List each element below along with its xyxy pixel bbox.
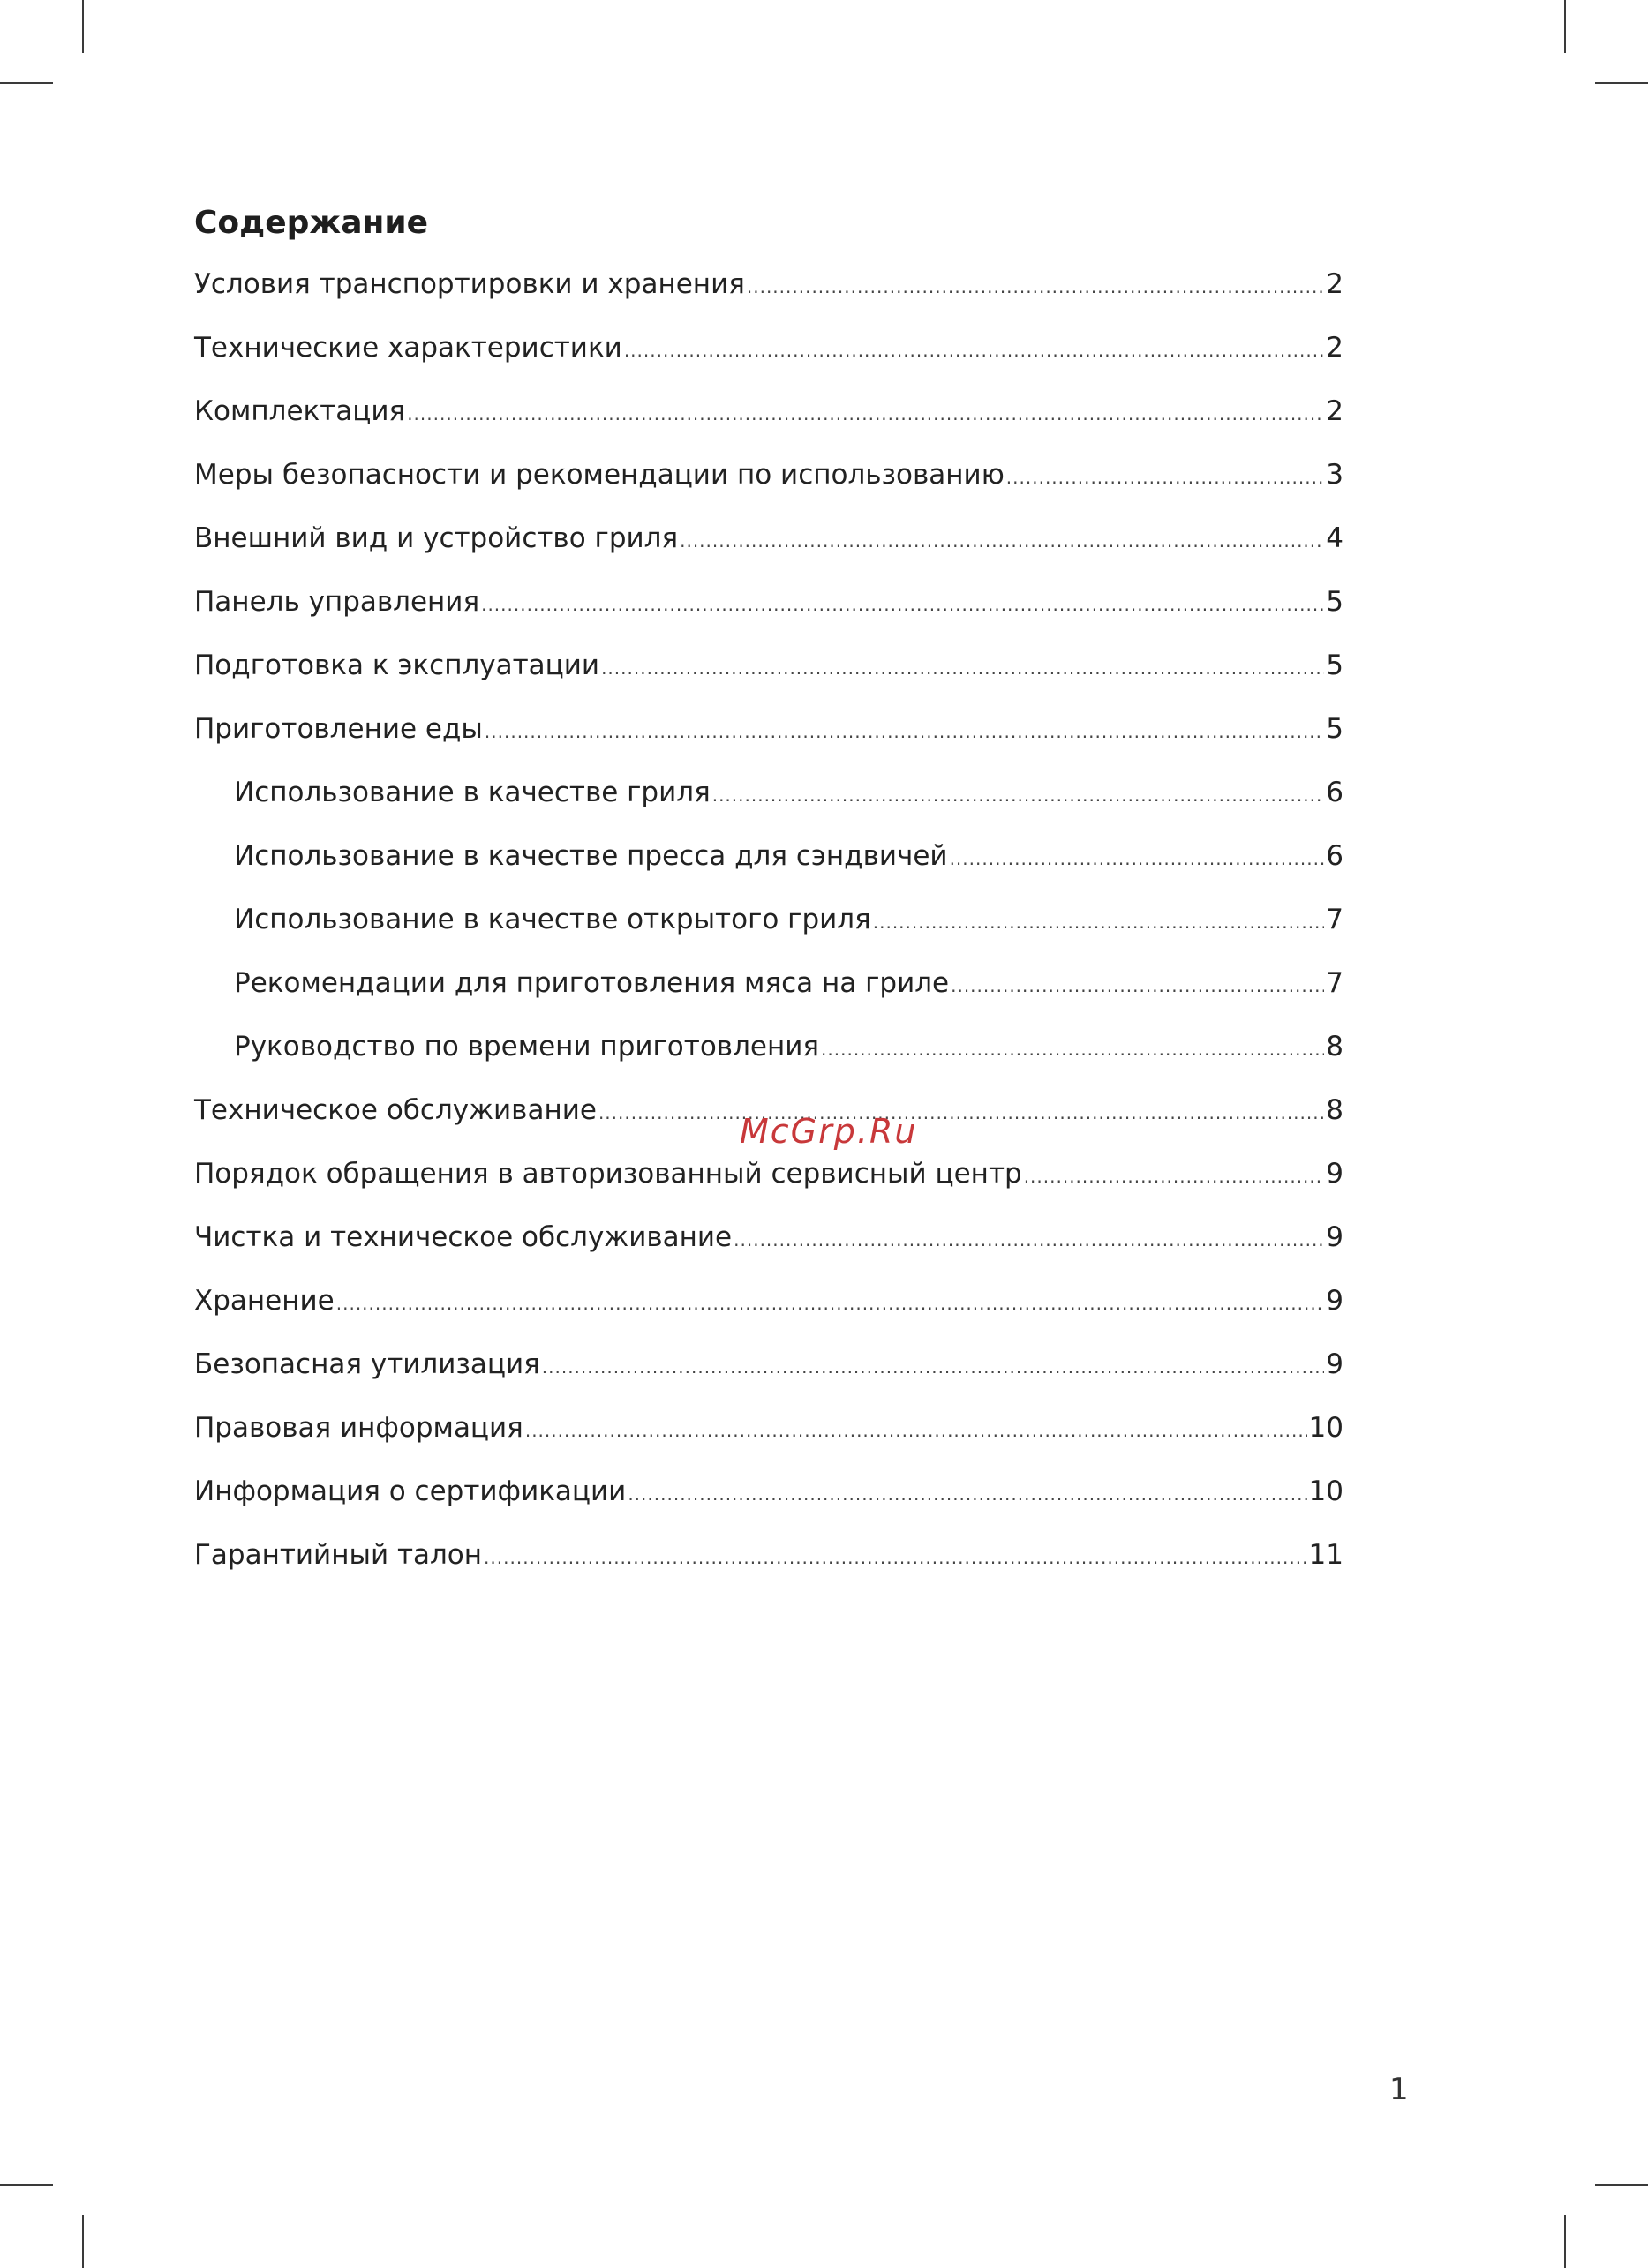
toc-entry-label: Использование в качестве гриля <box>234 777 711 808</box>
toc-entry-page-number: 5 <box>1326 713 1343 745</box>
toc-entry[interactable] <box>194 711 1343 775</box>
toc-heading: Содержание <box>194 205 429 241</box>
table-of-contents <box>194 201 1343 1601</box>
toc-entry-label: Использование в качестве открытого гриля <box>234 904 871 935</box>
toc-entry[interactable] <box>194 1410 1343 1474</box>
toc-entry-label: Внешний вид и устройство гриля <box>194 522 679 554</box>
crop-mark-top-right-vertical <box>1564 0 1566 53</box>
toc-entry-label: Условия транспортировки и хранения <box>194 268 745 300</box>
toc-list <box>194 267 1343 1601</box>
toc-entry-page-number: 7 <box>1326 967 1343 999</box>
toc-entry-page-number: 2 <box>1326 268 1343 300</box>
page-number: 1 <box>1389 2072 1409 2107</box>
dot-leader <box>873 905 1325 940</box>
toc-entry-label: Подготовка к эксплуатации <box>194 650 600 681</box>
toc-entry[interactable] <box>194 267 1343 330</box>
toc-entry[interactable] <box>194 1537 1343 1601</box>
toc-subentry[interactable] <box>194 838 1343 902</box>
dot-leader <box>1006 460 1324 495</box>
dot-leader <box>950 841 1325 876</box>
toc-entry-label: Руководство по времени приготовления <box>234 1031 820 1063</box>
crop-mark-top-right-horizontal <box>1595 82 1648 84</box>
dot-leader <box>542 1349 1325 1385</box>
toc-entry-page-number: 9 <box>1326 1285 1343 1317</box>
dot-leader <box>624 333 1324 368</box>
dot-leader <box>525 1413 1307 1448</box>
toc-entry-label: Комплектация <box>194 395 406 427</box>
toc-entry-page-number: 5 <box>1326 650 1343 681</box>
toc-entry[interactable] <box>194 648 1343 711</box>
toc-entry-page-number: 7 <box>1326 904 1343 935</box>
toc-entry-label: Рекомендации для приготовления мяса на гриле <box>234 967 950 999</box>
dot-leader <box>1024 1159 1325 1194</box>
dot-leader <box>481 587 1324 622</box>
crop-mark-bottom-left-vertical <box>82 2215 84 2268</box>
crop-mark-top-left-vertical <box>82 0 84 53</box>
toc-entry[interactable] <box>194 1283 1343 1347</box>
dot-leader <box>484 1540 1307 1575</box>
toc-entry[interactable] <box>194 1347 1343 1410</box>
toc-entry-page-number: 10 <box>1308 1476 1343 1507</box>
crop-mark-bottom-right-horizontal <box>1595 2184 1648 2186</box>
crop-mark-top-left-horizontal <box>0 82 53 84</box>
toc-entry[interactable] <box>194 394 1343 457</box>
dot-leader <box>336 1286 1325 1321</box>
dot-leader <box>598 1095 1324 1130</box>
toc-entry-page-number: 6 <box>1326 840 1343 872</box>
toc-entry-label: Чистка и техническое обслуживание <box>194 1221 733 1253</box>
toc-entry[interactable] <box>194 330 1343 394</box>
toc-entry-page-number: 9 <box>1326 1158 1343 1190</box>
toc-entry-label: Приготовление еды <box>194 713 483 745</box>
dot-leader <box>601 650 1324 686</box>
dot-leader <box>407 396 1324 432</box>
toc-entry-page-number: 10 <box>1308 1412 1343 1444</box>
crop-mark-bottom-right-vertical <box>1564 2215 1566 2268</box>
toc-entry-label: Технические характеристики <box>194 332 622 364</box>
toc-entry-label: Меры безопасности и рекомендации по использованию <box>194 459 1005 491</box>
toc-entry-label: Панель управления <box>194 586 480 618</box>
dot-leader <box>712 777 1325 813</box>
toc-entry-page-number: 11 <box>1308 1539 1343 1571</box>
toc-entry-label: Хранение <box>194 1285 335 1317</box>
toc-entry-page-number: 3 <box>1326 459 1343 491</box>
toc-subentry[interactable] <box>194 965 1343 1029</box>
dot-leader <box>485 714 1324 749</box>
toc-subentry[interactable] <box>194 902 1343 965</box>
toc-entry-label: Порядок обращения в авторизованный сервисный центр <box>194 1158 1022 1190</box>
toc-entry-page-number: 9 <box>1326 1221 1343 1253</box>
toc-entry[interactable] <box>194 1220 1343 1283</box>
toc-entry-label: Правовая информация <box>194 1412 523 1444</box>
dot-leader <box>628 1476 1306 1512</box>
toc-entry-page-number: 8 <box>1326 1031 1343 1063</box>
dot-leader <box>951 968 1324 1003</box>
toc-entry-page-number: 2 <box>1326 332 1343 364</box>
dot-leader <box>734 1222 1324 1258</box>
toc-entry-page-number: 6 <box>1326 777 1343 808</box>
toc-entry-page-number: 9 <box>1326 1348 1343 1380</box>
toc-entry-label: Гарантийный талон <box>194 1539 483 1571</box>
toc-subentry[interactable] <box>194 775 1343 838</box>
crop-mark-bottom-left-horizontal <box>0 2184 53 2186</box>
toc-entry-label: Информация о сертификации <box>194 1476 627 1507</box>
dot-leader <box>747 269 1324 304</box>
toc-entry[interactable] <box>194 1156 1343 1220</box>
toc-entry[interactable] <box>194 1474 1343 1537</box>
dot-leader <box>680 523 1324 559</box>
watermark-text: McGrp.Ru <box>740 1112 918 1151</box>
toc-entry-page-number: 2 <box>1326 395 1343 427</box>
toc-entry-page-number: 5 <box>1326 586 1343 618</box>
toc-entry-page-number: 8 <box>1326 1094 1343 1126</box>
toc-entry-page-number: 4 <box>1326 522 1343 554</box>
dot-leader <box>821 1032 1324 1067</box>
toc-subentry[interactable] <box>194 1029 1343 1093</box>
toc-entry[interactable] <box>194 457 1343 521</box>
toc-entry[interactable] <box>194 584 1343 648</box>
toc-entry-label: Использование в качестве пресса для сэндвичей <box>234 840 948 872</box>
toc-entry[interactable] <box>194 521 1343 584</box>
toc-entry-label: Техническое обслуживание <box>194 1094 597 1126</box>
toc-entry-label: Безопасная утилизация <box>194 1348 540 1380</box>
